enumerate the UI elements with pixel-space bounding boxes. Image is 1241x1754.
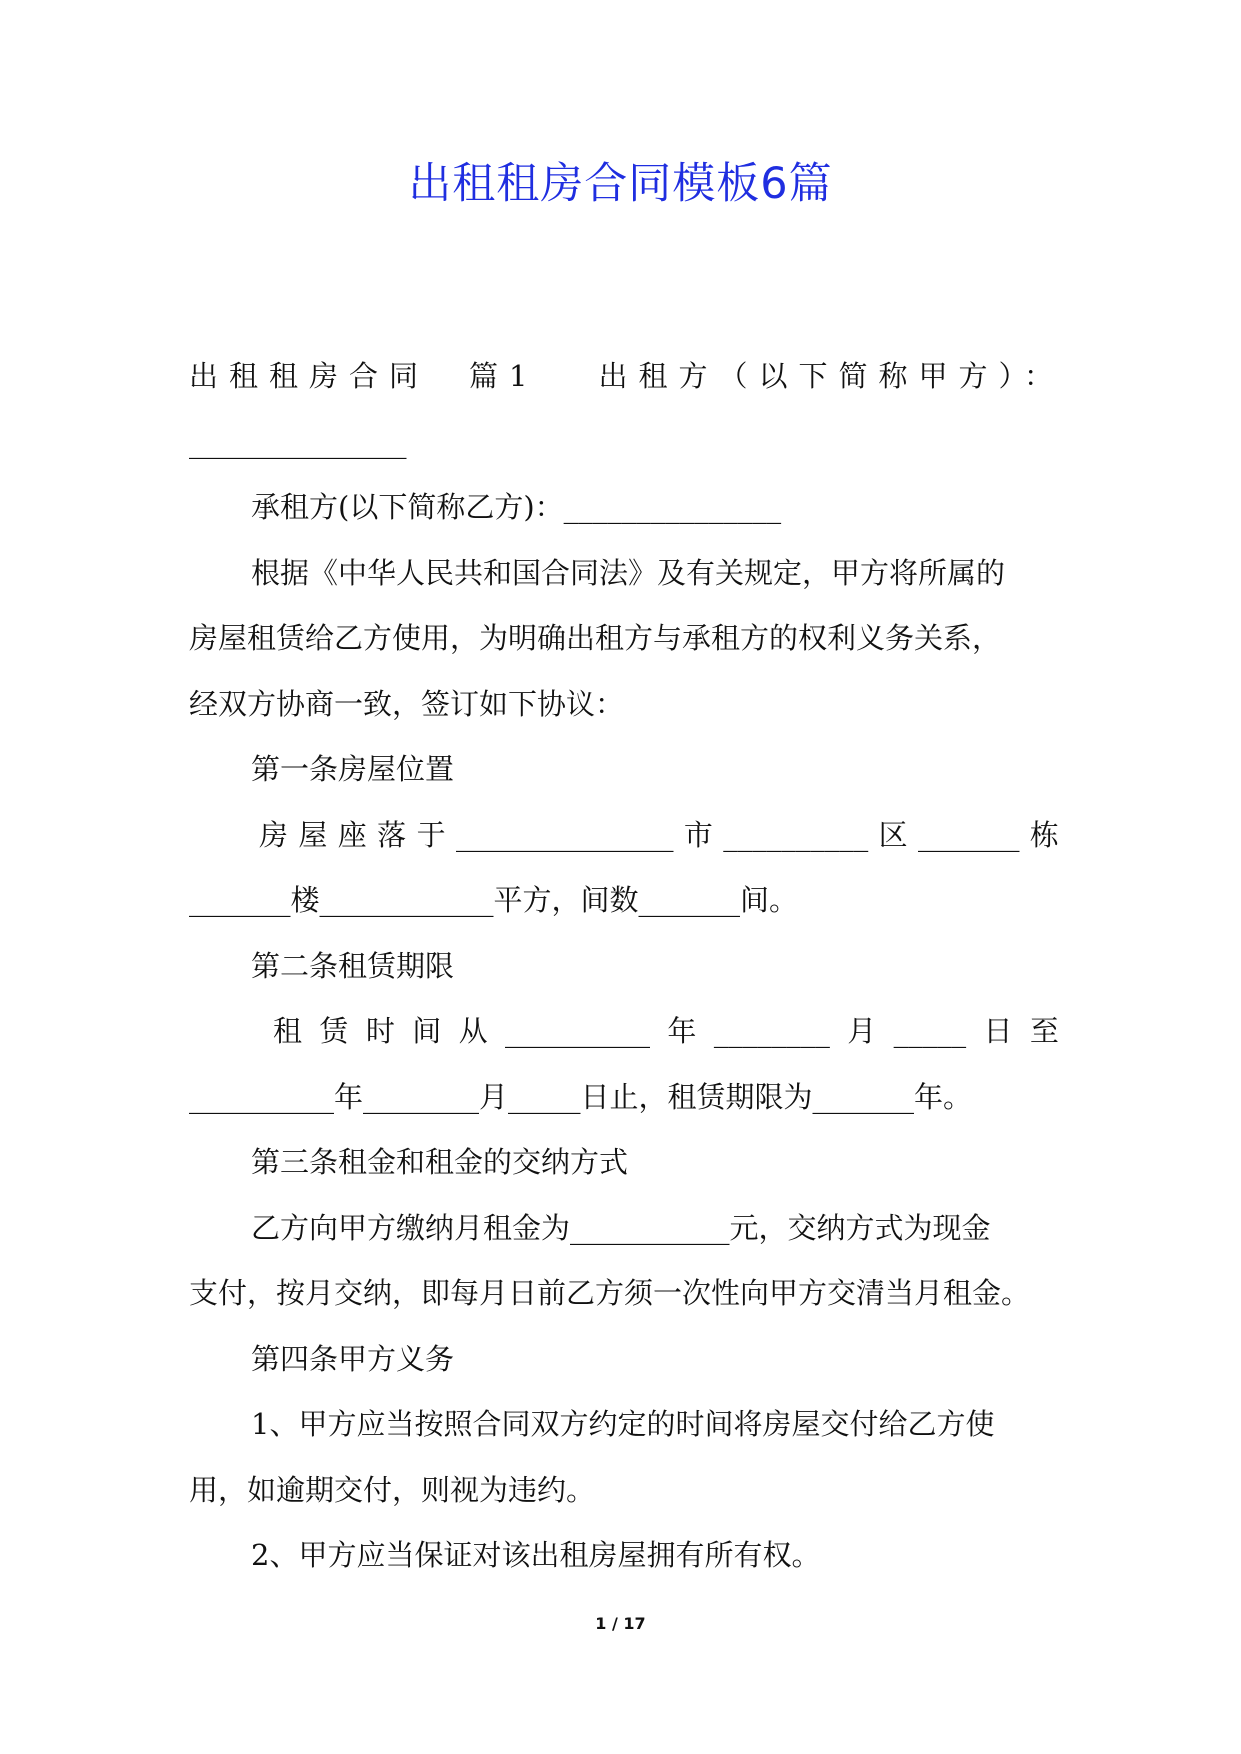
paragraph-line (189, 813, 1059, 879)
text-fragment: 房 (259, 817, 289, 852)
paragraph-line (189, 354, 1064, 420)
section-heading: 出租租房合同 篇1 (189, 359, 539, 393)
text-fragment: 座 (337, 817, 367, 852)
document-title: 出租租房合同模板6篇 (408, 159, 833, 209)
paragraph-line: __________年________月_____日止，租赁期限为_______年。 (189, 1079, 973, 1114)
article-heading: 第三条租金和租金的交纳方式 (251, 1145, 629, 1179)
paragraph-line: 1、甲方应当按照合同双方约定的时间将房屋交付给乙方使 (251, 1407, 995, 1441)
paragraph-line (189, 1009, 1059, 1075)
paragraph-line: 用，如逾期交付，则视为违约。 (189, 1472, 596, 1507)
paragraph-line: 经双方协商一致，签订如下协议： (189, 686, 625, 721)
text-fragment: 落 (377, 817, 407, 852)
text-fragment: 栋 (1029, 817, 1059, 852)
paragraph-line: 承租方(以下简称乙方)：_______________ (251, 490, 782, 524)
paragraph-line: 2、甲方应当保证对该出租房屋拥有所有权。 (251, 1538, 821, 1572)
text-fragment: 月 (847, 1014, 877, 1048)
text-fragment: 赁 (319, 1014, 349, 1048)
text-fragment: 间 (412, 1014, 442, 1048)
paragraph-line: 房屋租赁给乙方使用，为明确出租方与承租方的权利义务关系， (189, 621, 1002, 655)
blank-field: ________ (713, 1014, 830, 1048)
paragraph-line: 支付，按月交纳，即每月日前乙方须一次性向甲方交清当月租金。 (189, 1276, 1031, 1310)
text-fragment: 市 (683, 817, 713, 852)
text-fragment: 从 (458, 1014, 488, 1048)
text-fragment: 至 (1029, 1014, 1059, 1048)
blank-field: _____ (893, 1014, 967, 1048)
blank-field: _______________ (455, 817, 674, 852)
text-fragment: 日 (983, 1014, 1013, 1048)
article-heading: 第四条甲方义务 (251, 1341, 455, 1376)
text-fragment: 时 (365, 1014, 395, 1048)
blank-field: _______ (917, 817, 1020, 852)
article-heading: 第二条租赁期限 (251, 948, 455, 983)
paragraph-line: _______楼____________平方，间数_______间。 (189, 883, 799, 917)
text-fragment: 年 (667, 1014, 697, 1048)
text-fragment: 区 (878, 817, 908, 852)
page-indicator: 1 / 17 (595, 1614, 646, 1633)
paragraph-line: _______________ (189, 424, 407, 459)
lessor-label: 出租方（以下简称甲方）： (598, 359, 1064, 393)
article-heading: 第一条房屋位置 (251, 752, 455, 786)
text-fragment: 于 (416, 817, 446, 852)
paragraph-line: 根据《中华人民共和国合同法》及有关规定，甲方将所属的 (251, 555, 1006, 590)
blank-field: __________ (505, 1014, 651, 1048)
document-body (189, 354, 1064, 1599)
text-fragment: 屋 (298, 817, 328, 852)
blank-field: __________ (723, 817, 869, 852)
text-fragment: 租 (273, 1014, 303, 1048)
paragraph-line: 乙方向甲方缴纳月租金为___________元，交纳方式为现金 (251, 1210, 991, 1245)
